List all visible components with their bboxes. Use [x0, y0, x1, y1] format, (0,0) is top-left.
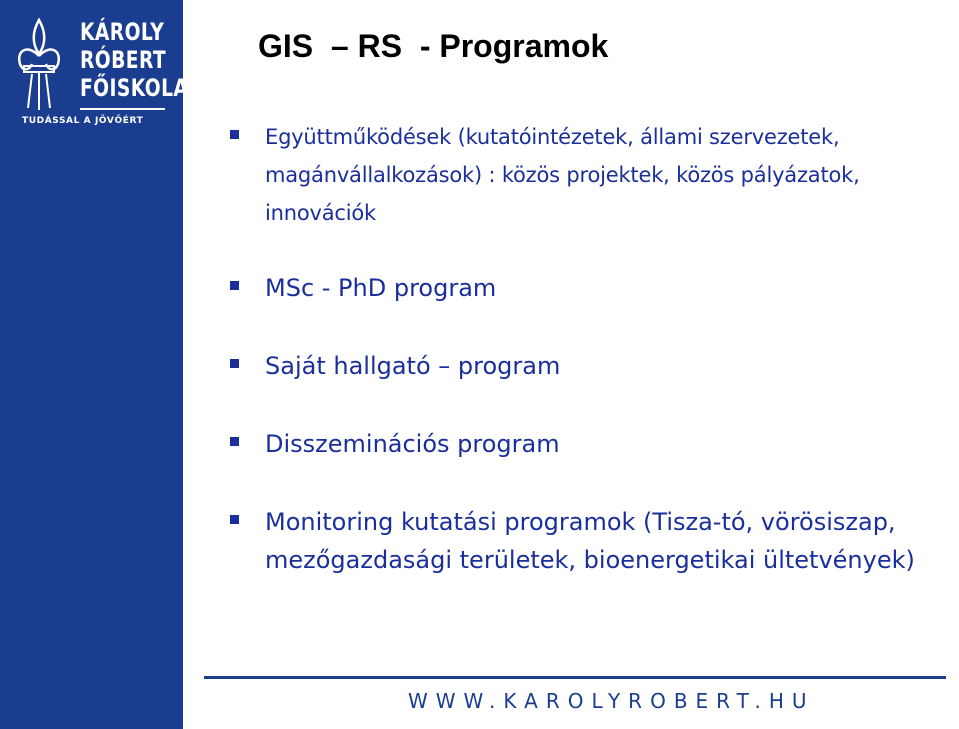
square-bullet-icon	[230, 437, 239, 446]
square-bullet-icon	[230, 281, 239, 290]
logo-motto: TUDÁSSAL A JÖVŐÉRT	[22, 116, 144, 126]
footer-url: WWW.KAROLYROBERT.HU	[408, 689, 815, 713]
square-bullet-icon	[230, 130, 239, 139]
bullet-text: Disszeminációs program	[265, 430, 560, 458]
bullet-item	[228, 347, 928, 385]
logo-divider	[80, 108, 165, 110]
bullet-item	[228, 503, 928, 579]
logo-line-1: KÁROLY	[80, 18, 165, 46]
bullet-text: Monitoring kutatási programok (Tisza-tó, vörösiszap, mezőgazdasági területek, bioenergetikai ültetvények)	[265, 508, 915, 574]
logo-line-3: FŐISKOLA	[80, 74, 189, 102]
bullet-list	[228, 118, 928, 579]
square-bullet-icon	[230, 359, 239, 368]
logo-line-2: RÓBERT	[80, 46, 167, 74]
bullet-item	[228, 425, 928, 463]
bullet-text: MSc - PhD program	[265, 274, 497, 302]
square-bullet-icon	[230, 515, 239, 524]
footer-divider	[204, 676, 946, 679]
bullet-item	[228, 118, 928, 232]
bullet-text: Saját hallgató – program	[265, 352, 561, 380]
fleur-de-lis-icon	[14, 14, 64, 114]
slide-title: GIS – RS - Programok	[258, 28, 609, 64]
logo-wordmark	[80, 18, 189, 102]
sidebar	[0, 0, 189, 729]
bullet-text: Együttműködések (kutatóintézetek, állami szervezetek, magánvállalkozások) : közös projektek, közös pályázatok, innovációk	[265, 125, 860, 225]
bullet-item	[228, 269, 928, 307]
